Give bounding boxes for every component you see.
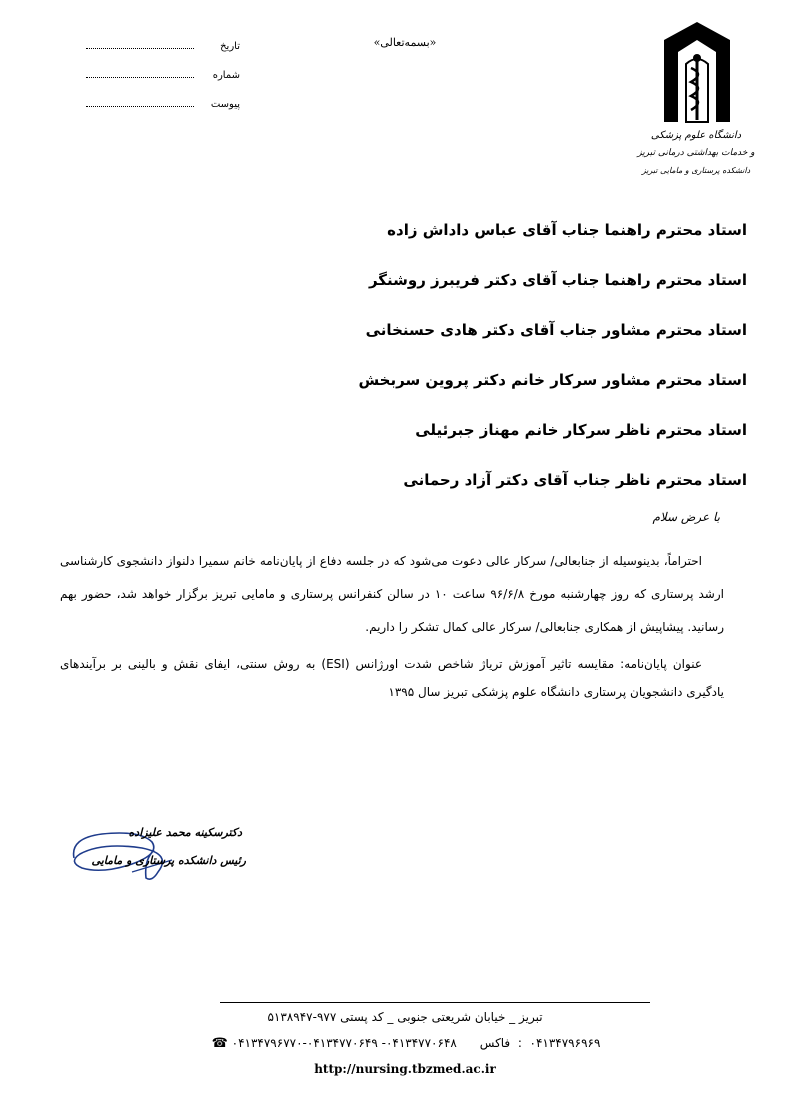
recipient-line: استاد محترم ناظر سرکار خانم مهناز جبرئیلی [415, 421, 747, 439]
footer-fax-label: فاکس [479, 1036, 511, 1050]
university-logo [636, 14, 756, 184]
recipient-line: استاد محترم ناظر جناب آقای دکتر آزاد رحمانی [403, 471, 747, 489]
footer-website[interactable]: http://nursing.tbzmed.ac.ir [314, 1062, 496, 1076]
footer-address: تبریز _ خیابان شریعتی جنوبی _ کد پستی ۹۷۷-۵۱۳۸۹۴۷ [267, 1010, 543, 1024]
meta-number-label: شماره [212, 70, 240, 81]
recipients-list [187, 215, 747, 515]
recipient-line: استاد محترم مشاور سرکار خانم دکتر پروین سربخش [358, 371, 747, 389]
university-emblem-icon [658, 18, 736, 126]
greeting: با عرض سلام [652, 510, 720, 524]
letter-meta [80, 38, 240, 125]
footer-phone-numbers: ۰۴۱۳۴۷۷۰۶۴۸- ۰۴۱۳۴۷۷۰۶۴۹-۰۴۱۳۴۷۹۶۷۷۰ [231, 1036, 457, 1050]
meta-attachment [80, 96, 240, 125]
meta-date [80, 38, 240, 67]
logo-university-name: دانشگاه علوم پزشکی [650, 130, 742, 141]
logo-services-name: و خدمات بهداشتی درمانی تبریز [637, 148, 755, 158]
invitation-paragraph: احتراماً، بدینوسیله از جنابعالی/ سرکار عالی دعوت می‌شود که در جلسه دفاع از پایان‌نامه خانم سمیرا دلنواز دانشجوی کارشناسی ارشد پرستاری که روز چهارشنبه مورخ ۹۶/۶/۸ ساعت ۱۰ در سالن کنفرانس پرستاری و مامایی تبریز برگزار خواهد شد، حضور بهم رسانید. پیشاپیش از همکاری جنابعالی/ سرکار عالی کمال تشکر را داریم. [60, 554, 724, 634]
meta-number-dots [86, 67, 194, 78]
basmala: «بسمه‌تعالی» [373, 36, 437, 49]
signatory-name: دکترسکینه محمد علیزاده [128, 826, 242, 839]
footer-fax-separator: : [514, 1036, 526, 1050]
meta-date-label: تاریخ [220, 41, 240, 52]
footer-spacer [461, 1036, 476, 1050]
thesis-title-paragraph: عنوان پایان‌نامه: مقایسه تاثیر آموزش تریاژ شاخص شدت اورژانس (ESI) به روش سنتی، ایفای نقش و بالینی بر برآیندهای یادگیری دانشجویان پرستاری دانشگاه علوم پزشکی تبریز سال ۱۳۹۵ [60, 657, 724, 699]
recipient-line: استاد محترم مشاور جناب آقای دکتر هادی حسنخانی [365, 321, 747, 339]
meta-attachment-label: پیوست [210, 99, 240, 110]
recipient-line: استاد محترم راهنما جناب آقای عباس داداش زاده [387, 221, 747, 239]
footer-fax-number: ۰۴۱۳۴۷۹۶۹۶۹ [529, 1036, 601, 1050]
footer-divider [220, 1002, 650, 1003]
signature-block [62, 820, 252, 890]
letter-body [60, 545, 724, 706]
logo-faculty-name: دانشکده پرستاری و مامایی تبریز [641, 166, 751, 175]
phone-icon: ☎ [211, 1036, 228, 1051]
meta-date-dots [86, 38, 194, 49]
footer-contact [160, 1036, 650, 1051]
signatory-title: رئیس دانشکده پرستاری و مامایی [91, 854, 246, 867]
recipient-line: استاد محترم راهنما جناب آقای دکتر فریبرز روشنگر [368, 271, 747, 289]
meta-number [80, 67, 240, 96]
meta-attachment-dots [86, 96, 194, 107]
